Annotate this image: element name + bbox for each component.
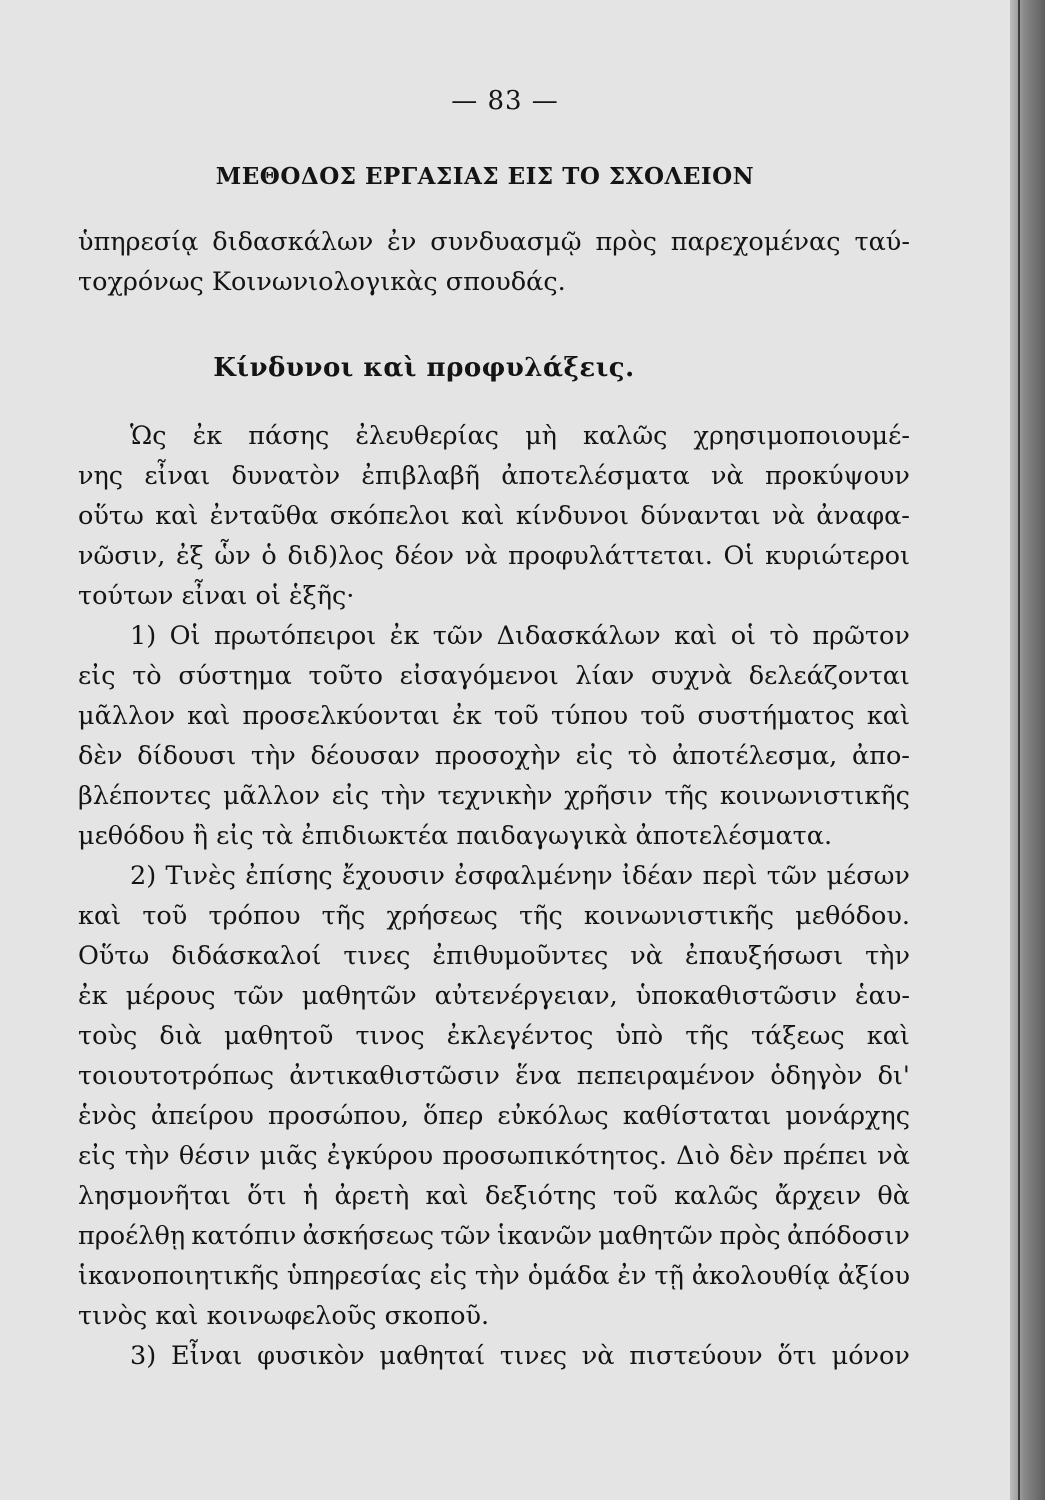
text-line: ἑνὸς ἀπείρου προσώπου, ὅπερ εὐκόλως καθίσταται μονάρχης <box>78 1101 910 1131</box>
text-line: δὲν δίδουσι τὴν δέουσαν προσοχὴν εἰς τὸ ἀποτέλεσμα, ἀπο- <box>78 741 910 771</box>
text-line: νης εἶναι δυνατὸν ἐπιβλαβῆ ἀποτελέσματα νὰ προκύψουν <box>78 461 910 491</box>
text-line: 2) Τινὲς ἐπίσης ἔχουσιν ἐσφαλμένην ἰδέαν περὶ τῶν μέσων <box>130 861 910 891</box>
text-line: καὶ τοῦ τρόπου τῆς χρήσεως τῆς κοινωνιστικῆς μεθόδου. <box>78 901 910 931</box>
text-line: μᾶλλον καὶ προσελκύονται ἐκ τοῦ τύπου τοῦ συστήματος καὶ <box>78 701 910 731</box>
text-line: τοὺς διὰ μαθητοῦ τινος ἐκλεγέντος ὑπὸ τῆς τάξεως καὶ <box>78 1021 910 1051</box>
text-line: 1) Οἱ πρωτόπειροι ἐκ τῶν Διδασκάλων καὶ οἱ τὸ πρῶτον <box>130 621 910 651</box>
text-line: τούτων εἶναι οἱ ἑξῆς· <box>78 581 355 611</box>
section-heading: Κίνδυνοι καὶ προφυλάξεις. <box>213 353 635 383</box>
text-line: 3) Εἶναι φυσικὸν μαθηταί τινες νὰ πιστεύουν ὅτι μόνον <box>130 1341 910 1371</box>
text-line: Οὕτω διδάσκαλοί τινες ἐπιθυμοῦντες νὰ ἐπαυξήσωσι τὴν <box>78 941 910 971</box>
text-line: Ὡς ἐκ πάσης ἐλευθερίας μὴ καλῶς χρησιμοποιουμέ- <box>130 421 910 451</box>
text-line: εἰς τὴν θέσιν μιᾶς ἐγκύρου προσωπικότητος. Διὸ δὲν πρέπει νὰ <box>78 1141 910 1171</box>
text-line: οὕτω καὶ ἐνταῦθα σκόπελοι καὶ κίνδυνοι δύνανται νὰ ἀναφα- <box>78 501 910 531</box>
binding-line <box>1018 0 1020 1500</box>
text-line: τοιουτοτρόπως ἀντικαθιστῶσιν ἕνα πεπειραμένον ὁδηγὸν δι' <box>78 1061 910 1091</box>
body-text <box>78 222 910 1376</box>
text-line: προέλθῃ κατόπιν ἀσκήσεως τῶν ἱκανῶν μαθητῶν πρὸς ἀπόδοσιν <box>78 1221 910 1251</box>
text-line: τοχρόνως Κοινωνιολογικὰς σπουδάς. <box>78 267 566 297</box>
page-number: — 83 — <box>451 86 559 116</box>
text-line: εἰς τὸ σύστημα τοῦτο εἰσαγόμενοι λίαν συχνὰ δελεάζονται <box>78 661 910 691</box>
text-line: ὑπηρεσίᾳ διδασκάλων ἐν συνδυασμῷ πρὸς παρεχομένας ταύ- <box>78 227 910 257</box>
text-line: ἐκ μέρους τῶν μαθητῶν αὐτενέργειαν, ὑποκαθιστῶσιν ἑαυ- <box>78 981 910 1011</box>
text-line: μεθόδου ἢ εἰς τὰ ἐπιδιωκτέα παιδαγωγικὰ ἀποτελέσματα. <box>78 821 833 851</box>
text-line: ἱκανοποιητικῆς ὑπηρεσίας εἰς τὴν ὁμάδα ἐν τῇ ἀκολουθίᾳ ἀξίου <box>78 1261 910 1291</box>
text-line: νῶσιν, ἐξ ὧν ὁ διδ)λος δέον νὰ προφυλάττεται. Οἱ κυριώτεροι <box>78 541 910 571</box>
text-line: λησμονῆται ὅτι ἡ ἀρετὴ καὶ δεξιότης τοῦ καλῶς ἄρχειν θὰ <box>78 1181 910 1211</box>
text-line: βλέποντες μᾶλλον εἰς τὴν τεχνικὴν χρῆσιν τῆς κοινωνιστικῆς <box>78 781 910 811</box>
running-title: ΜΕΘΟΔΟΣ ΕΡΓΑΣΙΑΣ ΕΙΣ ΤΟ ΣΧΟΛΕΙΟΝ <box>215 163 755 190</box>
text-line: τινὸς καὶ κοινωφελοῦς σκοποῦ. <box>78 1301 490 1331</box>
page-edge-shadow <box>1010 0 1045 1500</box>
